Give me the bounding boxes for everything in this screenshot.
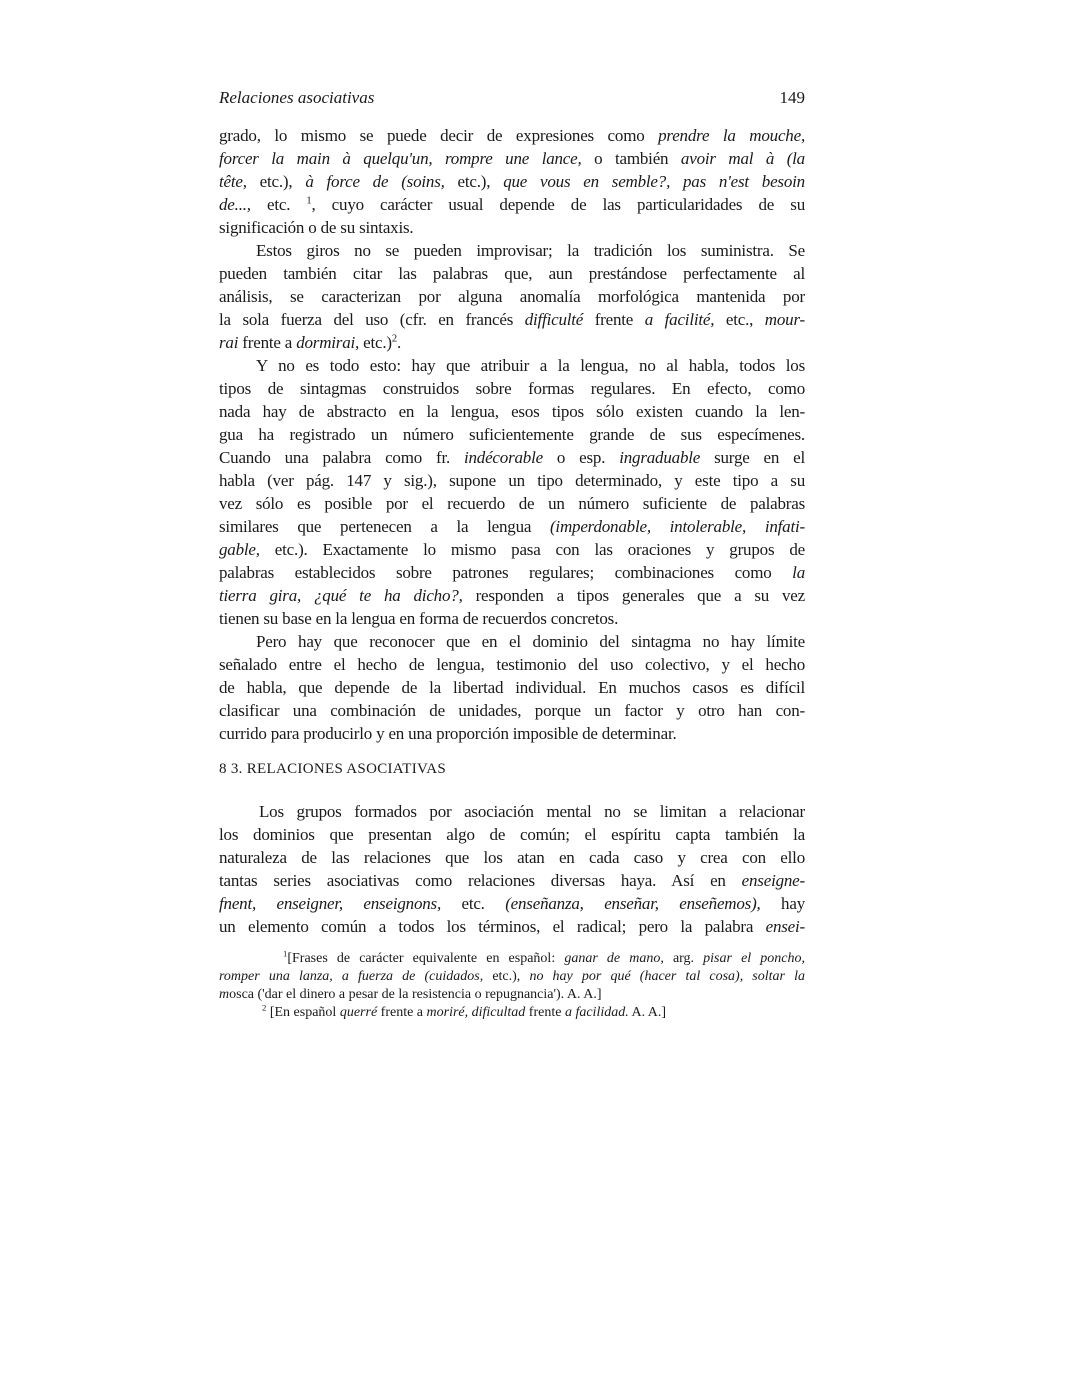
text-line (219, 722, 805, 745)
text-line (219, 607, 805, 630)
text-line (219, 262, 805, 285)
text-line (219, 400, 805, 423)
text-segment: Pero hay que reconocer que en el dominio del sintagma no hay límite (256, 632, 805, 651)
text-segment: rai (219, 333, 239, 352)
text-segment: etc.), (246, 172, 306, 191)
page-number: 149 (779, 88, 805, 107)
text-segment: naturaleza de las relaciones que los atan en cada caso y crea con ello (219, 848, 805, 867)
text-line (219, 354, 805, 377)
text-segment: señalado entre el hecho de lengua, testimonio del uso colectivo, y el hecho (219, 655, 805, 674)
text-line (219, 147, 805, 170)
text-segment: indécorable (463, 448, 543, 467)
text-line (219, 676, 805, 699)
text-block (219, 86, 805, 1022)
text-segment: etc. (441, 894, 506, 913)
footnote-marker: 2 (262, 1002, 267, 1013)
text-line (219, 124, 805, 147)
text-segment: frente a (238, 333, 297, 352)
text-segment: la (792, 563, 805, 582)
text-segment: etc.), (483, 969, 530, 984)
text-segment: dormirai, (296, 333, 360, 352)
text-segment: nada hay de abstracto en la lengua, esos tipos sólo existen cuando la len- (219, 402, 805, 421)
footnote-line (219, 950, 805, 968)
text-line (219, 446, 805, 469)
text-segment: m (219, 987, 230, 1002)
text-segment: grado, lo mismo se puede decir de expresiones como (219, 126, 659, 145)
text-segment: etc., (714, 310, 765, 329)
text-line (219, 492, 805, 515)
text-segment: clasificar una combinación de unidades, porque un factor y otro han con- (219, 701, 805, 720)
text-segment: responden a tipos generales que a su vez (462, 586, 805, 605)
text-segment: a facilidad. (564, 1005, 629, 1020)
paragraph (219, 354, 805, 630)
text-segment: (imperdonable, intolerable, infati- (549, 517, 805, 536)
running-title: Relaciones asociativas (219, 88, 375, 107)
text-segment: de habla, que depende de la libertad individual. En muchos casos es difícil (219, 678, 805, 697)
text-segment: frente (525, 1005, 565, 1020)
text-segment: ensei- (765, 917, 805, 936)
text-segment: de..., (219, 195, 251, 214)
text-segment: forcer la main à quelqu'un, rompre une lance, (219, 149, 582, 168)
text-segment: vez sólo es posible por el recuerdo de un número suficiente de palabras (219, 494, 805, 513)
text-segment: (enseñanza, enseñar, enseñemos), (505, 894, 761, 913)
text-segment: fnent, enseigner, enseignons, (219, 894, 442, 913)
text-segment: la sola fuerza del uso (cfr. en francés (219, 310, 525, 329)
text-segment: gua ha registrado un número suficientemente grande de sus especímenes. (219, 425, 805, 444)
text-segment: tierra gira, ¿qué te ha dicho?, (219, 586, 463, 605)
text-segment: palabras establecidos sobre patrones regulares; combinaciones como (219, 563, 793, 582)
text-segment: moriré, dificultad (426, 1005, 526, 1020)
text-segment: los dominios que presentan algo de común; el espíritu capta también la (219, 825, 805, 844)
text-segment: prendre la mouche, (658, 126, 805, 145)
text-line (219, 285, 805, 308)
text-segment: etc.) (359, 333, 392, 352)
text-line (219, 653, 805, 676)
text-segment: Estos giros no se pueden improvisar; la tradición los suministra. Se (256, 241, 805, 260)
document-body (219, 124, 805, 1022)
text-line (219, 469, 805, 492)
text-line (219, 915, 805, 938)
paragraph (219, 239, 805, 354)
text-segment: análisis, se caracterizan por alguna anomalía morfológica mantenida por (219, 287, 805, 306)
text-line (219, 377, 805, 400)
footnote-block (219, 950, 805, 1022)
text-segment: similares que pertenecen a la lengua (219, 517, 550, 536)
text-segment: , cuyo carácter usual depende de las particularidades de su (311, 195, 805, 214)
text-line (219, 538, 805, 561)
footnote-line (219, 1004, 805, 1022)
text-segment: tantas series asociativas como relaciones diversas haya. Así en (219, 871, 742, 890)
text-segment: ganar de mano, (564, 951, 664, 966)
text-segment: tipos de sintagmas construidos sobre formas regulares. En efecto, como (219, 379, 805, 398)
text-segment: etc.), (444, 172, 504, 191)
text-segment: enseigne- (741, 871, 805, 890)
text-line (219, 423, 805, 446)
text-segment: mour- (764, 310, 805, 329)
text-segment: pueden también citar las palabras que, aun prestándose perfectamente al (219, 264, 805, 283)
text-segment: currido para producirlo y en una proporción imposible de determinar. (219, 724, 677, 743)
text-segment: [Frases de carácter equivalente en español: (287, 951, 565, 966)
text-segment: etc.). Exactamente lo mismo pasa con las oraciones y grupos de (259, 540, 805, 559)
text-segment: Y no es todo esto: hay que atribuir a la lengua, no al habla, todos los (256, 356, 805, 375)
text-line (219, 892, 805, 915)
text-line (219, 699, 805, 722)
text-segment: A. A.] (628, 1005, 667, 1020)
text-segment: hay (760, 894, 805, 913)
text-segment: gable, (219, 540, 260, 559)
text-line (219, 331, 805, 354)
text-segment: etc. (250, 195, 307, 214)
footnote-line (219, 986, 805, 1004)
text-segment: o esp. (542, 448, 620, 467)
text-line (219, 193, 805, 216)
text-segment: pisar el poncho, (703, 951, 805, 966)
text-segment: avoir mal à (la (680, 149, 805, 168)
text-segment: o también (581, 149, 681, 168)
text-line (219, 800, 805, 823)
section-heading: 8 3. RELACIONES ASOCIATIVAS (219, 761, 447, 777)
text-line (219, 823, 805, 846)
text-segment: frente (583, 310, 645, 329)
text-line (219, 216, 805, 239)
text-line (219, 584, 805, 607)
text-segment: frente a (377, 1005, 427, 1020)
text-segment: tête, (219, 172, 247, 191)
text-segment: tienen su base en la lengua en forma de recuerdos concretos. (219, 609, 619, 628)
text-line (219, 846, 805, 869)
text-segment: significación o de su sintaxis. (219, 218, 414, 237)
paragraph (219, 124, 805, 239)
text-segment: arg. (663, 951, 704, 966)
text-line (219, 239, 805, 262)
text-segment: no hay por qué (hacer tal cosa), soltar la (529, 969, 805, 984)
footnote-marker: 2 (391, 333, 397, 345)
paragraph (219, 800, 805, 938)
text-segment: un elemento común a todos los términos, el radical; pero la palabra (219, 917, 766, 936)
text-segment: [En español (266, 1005, 340, 1020)
text-line (219, 561, 805, 584)
text-line (219, 630, 805, 653)
text-segment: à force de (soins, (305, 172, 445, 191)
text-segment: Los grupos formados por asociación mental no se limitan a relacionar (259, 802, 805, 821)
text-segment: . (396, 333, 402, 352)
text-segment: Cuando una palabra como fr. (219, 448, 464, 467)
text-line (219, 308, 805, 331)
text-segment: que vous en semble?, pas n'est besoin (503, 172, 805, 191)
text-segment: difficulté (524, 310, 584, 329)
text-segment: osca ('dar el dinero a pesar de la resistencia o repugnancia'). A. A.] (229, 987, 602, 1002)
text-line (219, 515, 805, 538)
text-segment: romper una lanza, a fuerza de (cuidados, (219, 969, 484, 984)
text-segment: a facilité, (644, 310, 715, 329)
paragraph (219, 630, 805, 745)
footnote-marker: 1 (283, 948, 288, 959)
running-header (219, 86, 805, 109)
text-segment: habla (ver pág. 147 y sig.), supone un tipo determinado, y este tipo a su (219, 471, 805, 490)
text-segment: surge en el (700, 448, 805, 467)
text-line (219, 869, 805, 892)
text-segment: ingraduable (619, 448, 701, 467)
footnote-marker: 1 (306, 195, 312, 207)
text-line (219, 170, 805, 193)
text-segment: querré (339, 1005, 378, 1020)
footnote-line (219, 968, 805, 986)
